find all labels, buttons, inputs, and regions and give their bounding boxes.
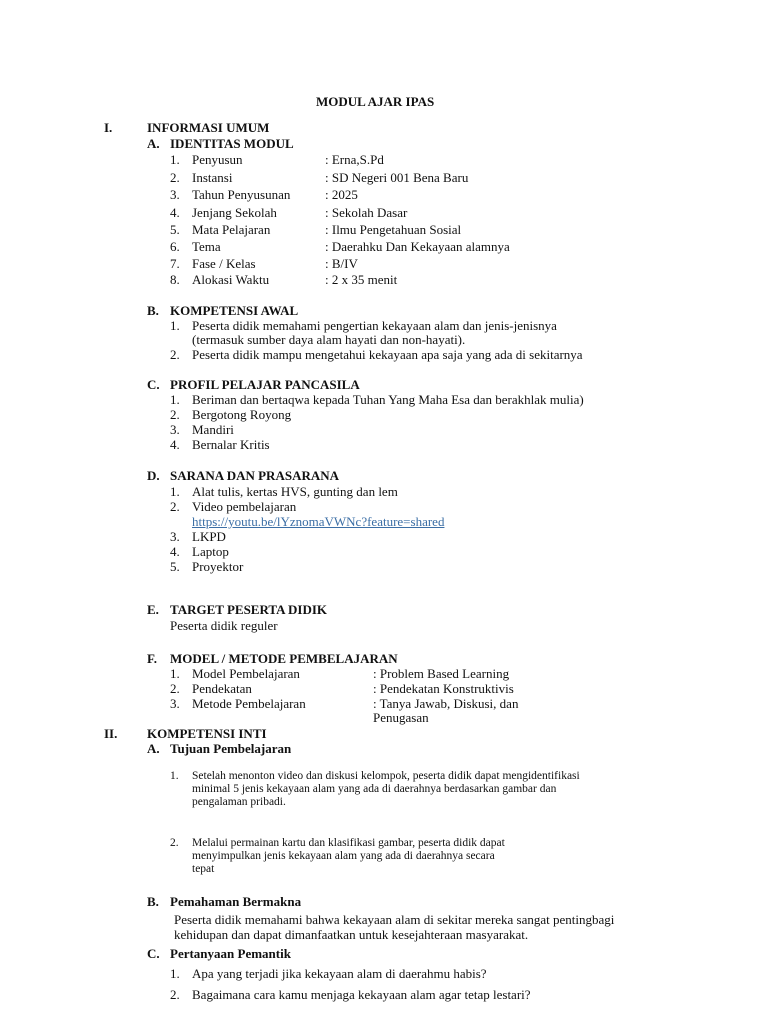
row-label: Mata Pelajaran [192, 222, 271, 237]
row-number: 5. [170, 222, 180, 237]
part2-numeral: II. [104, 726, 118, 741]
row-value: : Daerahku Dan Kekayaan alamnya [325, 239, 510, 254]
row-value: : Tanya Jawab, Diskusi, dan [373, 696, 519, 711]
item-text-continued: pengalaman pribadi. [192, 796, 286, 808]
section-e-letter: E. [147, 602, 159, 617]
row-label: Instansi [192, 170, 233, 185]
item-number: 1. [170, 318, 180, 333]
row-value: : 2025 [325, 187, 358, 202]
row-number: 7. [170, 256, 180, 271]
item-number: 2. [170, 347, 180, 362]
row-value-overflow: Penugasan [373, 710, 429, 725]
row-value: : Ilmu Pengetahuan Sosial [325, 222, 462, 237]
part2-b-letter: B. [147, 894, 159, 909]
row-number: 6. [170, 239, 180, 254]
part2-c-letter: C. [147, 946, 160, 961]
row-number: 2. [170, 681, 180, 696]
item-number: 2. [170, 407, 180, 422]
document-title: MODUL AJAR IPAS [316, 94, 435, 109]
row-number: 3. [170, 187, 180, 202]
item-number: 1. [170, 770, 179, 782]
row-number: 1. [170, 152, 180, 167]
item-number: 3. [170, 529, 180, 544]
item-text: Alat tulis, kertas HVS, gunting dan lem [192, 484, 398, 499]
item-number: 2. [170, 987, 180, 1002]
part2-heading: KOMPETENSI INTI [147, 726, 267, 741]
video-link[interactable]: https://youtu.be/lYznomaVWNc?feature=shared [192, 514, 445, 529]
item-number: 2. [170, 499, 180, 514]
part1-numeral: I. [104, 120, 113, 135]
row-label: Fase / Kelas [192, 256, 256, 271]
row-label: Alokasi Waktu [192, 272, 270, 287]
section-c-heading: PROFIL PELAJAR PANCASILA [170, 377, 360, 392]
item-text-continued: menyimpulkan jenis kekayaan alam yang ada di daerahnya secara [192, 850, 495, 862]
item-text: Peserta didik mampu mengetahui kekayaan apa saja yang ada di sekitarnya [192, 347, 583, 362]
item-text: Video pembelajaran [192, 499, 297, 514]
item-number: 4. [170, 544, 180, 559]
row-label: Tema [192, 239, 221, 254]
row-label: Model Pembelajaran [192, 666, 300, 681]
row-label: Jenjang Sekolah [192, 205, 277, 220]
item-text-continued: tepat [192, 863, 215, 875]
item-number: 5. [170, 559, 180, 574]
section-f-letter: F. [147, 651, 157, 666]
section-a-letter: A. [147, 136, 160, 151]
target-text: Peserta didik reguler [170, 618, 278, 633]
row-value: : Sekolah Dasar [325, 205, 408, 220]
meaningful-text: Peserta didik memahami bahwa kekayaan alam di sekitar mereka sangat pentingbagi [174, 912, 615, 927]
part2-c-heading: Pertanyaan Pemantik [170, 946, 291, 961]
item-text: Apa yang terjadi jika kekayaan alam di daerahmu habis? [192, 966, 487, 981]
row-label: Tahun Penyusunan [192, 187, 291, 202]
section-d-heading: SARANA DAN PRASARANA [170, 468, 340, 483]
row-number: 1. [170, 666, 180, 681]
row-value: : SD Negeri 001 Bena Baru [325, 170, 469, 185]
item-number: 1. [170, 966, 180, 981]
section-c-letter: C. [147, 377, 160, 392]
part2-a-heading: Tujuan Pembelajaran [170, 741, 292, 756]
item-number: 1. [170, 392, 180, 407]
row-label: Pendekatan [192, 681, 252, 696]
row-label: Penyusun [192, 152, 243, 167]
row-number: 2. [170, 170, 180, 185]
section-b-letter: B. [147, 303, 159, 318]
section-f-heading: MODEL / METODE PEMBELAJARAN [170, 651, 398, 666]
item-text: LKPD [192, 529, 226, 544]
item-text: Peserta didik memahami pengertian kekayaan alam dan jenis-jenisnya [192, 318, 557, 333]
row-value: : Problem Based Learning [373, 666, 510, 681]
item-number: 4. [170, 437, 180, 452]
item-number: 1. [170, 484, 180, 499]
section-a-heading: IDENTITAS MODUL [170, 136, 294, 151]
row-value: : B/IV [325, 256, 358, 271]
section-d-letter: D. [147, 468, 160, 483]
row-value: : Pendekatan Konstruktivis [373, 681, 514, 696]
row-number: 8. [170, 272, 180, 287]
item-text: Setelah menonton video dan diskusi kelompok, peserta didik dapat mengidentifikasi [192, 770, 580, 782]
item-text: Laptop [192, 544, 229, 559]
row-value: : 2 x 35 menit [325, 272, 398, 287]
item-number: 2. [170, 837, 179, 849]
part2-b-heading: Pemahaman Bermakna [170, 894, 302, 909]
section-e-heading: TARGET PESERTA DIDIK [170, 602, 328, 617]
item-text-continued: minimal 5 jenis kekayaan alam yang ada di daerahnya berdasarkan gambar dan [192, 783, 557, 795]
part1-heading: INFORMASI UMUM [147, 120, 270, 135]
row-label: Metode Pembelajaran [192, 696, 306, 711]
item-text: Melalui permainan kartu dan klasifikasi gambar, peserta didik dapat [192, 837, 505, 849]
section-b-heading: KOMPETENSI AWAL [170, 303, 299, 318]
item-text: Proyektor [192, 559, 244, 574]
item-text: Bagaimana cara kamu menjaga kekayaan alam agar tetap lestari? [192, 987, 531, 1002]
item-text: Mandiri [192, 422, 234, 437]
item-text: Bergotong Royong [192, 407, 292, 422]
item-number: 3. [170, 422, 180, 437]
meaningful-text-continued: kehidupan dan dapat dimanfaatkan untuk kesejahteraan masyarakat. [174, 927, 529, 942]
item-text: Bernalar Kritis [192, 437, 270, 452]
row-number: 4. [170, 205, 180, 220]
row-number: 3. [170, 696, 180, 711]
part2-a-letter: A. [147, 741, 160, 756]
row-value: : Erna,S.Pd [325, 152, 384, 167]
item-text: Beriman dan bertaqwa kepada Tuhan Yang Maha Esa dan berakhlak mulia) [192, 392, 584, 407]
item-text-continued: (termasuk sumber daya alam hayati dan non-hayati). [192, 332, 466, 347]
